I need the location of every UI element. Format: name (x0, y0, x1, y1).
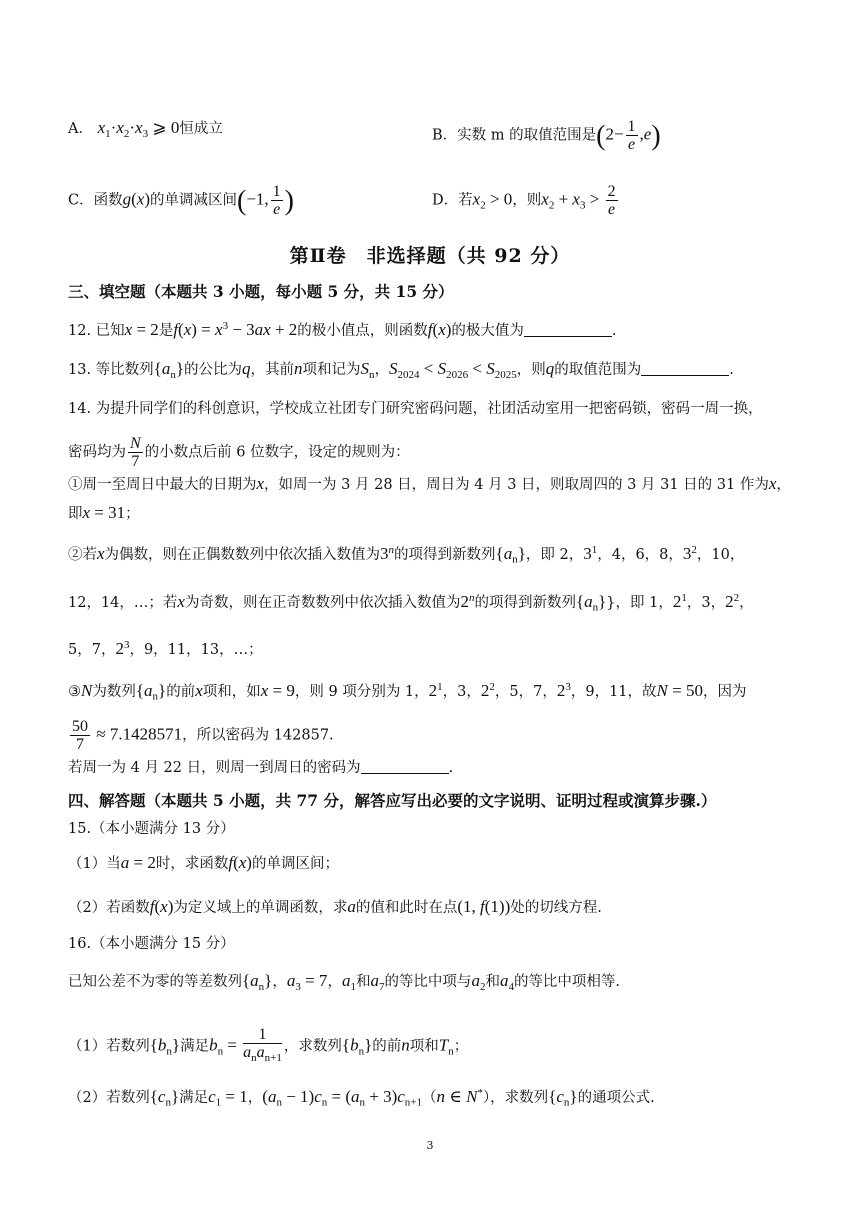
question-15-part2: （2）若函数f(x)为定义域上的单调函数，求a的值和此时在点(1, f(1))处的切线方程. (68, 897, 602, 916)
rule-1-cont: 即x = 31； (68, 503, 140, 522)
rule-2-cont2: 5，7，$2^3$，9，11，13，…； (68, 638, 263, 658)
question-15-part1: （1）当a = 2时，求函数f(x)的单调区间； (68, 853, 339, 872)
rule-2-cont: 12，14，…；若x为奇数，则在正奇数数列中依次插入数值为2$^n$的项得到新数列$\{a_n\}$}，即 1，$2^1$，3，$2^2$， (68, 591, 754, 614)
part2-title: 第Ⅱ卷 非选择题（共 92 分） (289, 245, 571, 267)
question-14-line1: 14. 为提升同学们的科创意识，学校成立社团专门研究密码问题，社团活动室用一把密码锁，密码一周一换， (68, 401, 763, 417)
question-12: 12. 已知x = 2是$f(x) = x^3 - 3ax + 2$的极小值点，则函数f(x)的极大值为 . (68, 319, 617, 339)
rule-3: ③N为数列$\{a_n\}$的前x项和，如x = 9，则 9 项分别为 1，$2^1$，3，$2^2$，5，7，$2^3$，9，11，故N = 50，因为 (68, 680, 747, 703)
page-number: 3 (426, 1139, 434, 1152)
question-14-last: 若周一为 4 月 22 日，则周一到周日的密码为 . (68, 760, 454, 776)
option-c: C．函数g(x)的单调减区间(−1, $\frac{1}{e}$ ) (68, 183, 294, 218)
rule-3-cont: $\frac{50}{7}$ ≈ 7.1428571，所以密码为 142857. (72, 718, 334, 753)
question-15-head: 15.（本小题满分 13 分） (68, 821, 235, 837)
answer-blank[interactable] (524, 322, 612, 337)
option-a: A． $x_1\cdot x_2\cdot x_3$ ⩾ 0恒成立 (68, 118, 223, 140)
answer-blank[interactable] (641, 361, 729, 376)
question-14-line2: 密码均为 $\frac{N}{7}$ 的小数点后前 6 位数字，设定的规则为： (68, 435, 410, 470)
rule-1: ①周一至周日中最大的日期为x，如周一为 3 月 28 日，周日为 4 月 3 日，则取周四的 3 月 31 日的 31 作为x， (68, 474, 791, 493)
question-16-part2: （2）若数列$\{c_n\}$满足$c_1 = 1$，$(a_n - 1)c_n = (a_n + 3)c_{n+1}(n$ ∈ N*），求数列$\{c_n\}$的通项公式. (68, 1086, 655, 1109)
question-16-part1: （1）若数列$\{b_n\}$满足$b_n$ = $\frac{1}{a_na_{n+1}}$ ，求数列$\{b_n\}$的前n项和$T_n$； (68, 1026, 469, 1065)
rule-2: ②若x为偶数，则在正偶数数列中依次插入数值为3$^n$的项得到新数列$\{a_n\}$，即 2，$3^1$，4，6，8，$3^2$，10， (68, 543, 745, 566)
section4-title: 四、解答题（本题共 5 小题，共 77 分，解答应写出必要的文字说明、证明过程或演算步骤.） (68, 791, 717, 810)
question-16-intro: 已知公差不为零的等差数列$\{a_n\}$，$a_3 = 7$，$a_1$和$a_7$的等比中项与$a_2$和$a_4$的等比中项相等. (68, 971, 621, 993)
option-b: B．实数 m 的取值范围是(2− $\frac{1}{e}$ ,e) (432, 118, 661, 153)
option-d: D．若$x_2 > 0$，则$x_2 + x_3$ > $\frac{2}{e}$ (432, 183, 616, 218)
section3-title: 三、填空题（本题共 3 小题，每小题 5 分，共 15 分） (68, 282, 454, 301)
question-16-head: 16.（本小题满分 15 分） (68, 936, 235, 952)
answer-blank[interactable] (361, 759, 449, 774)
question-13: 13. 等比数列$\{a_n\}$的公比为q，其前n项和记为$S_n$，$S_{2024} < S_{2026} < S_{2025}$，则q的取值范围为 . (68, 359, 734, 381)
